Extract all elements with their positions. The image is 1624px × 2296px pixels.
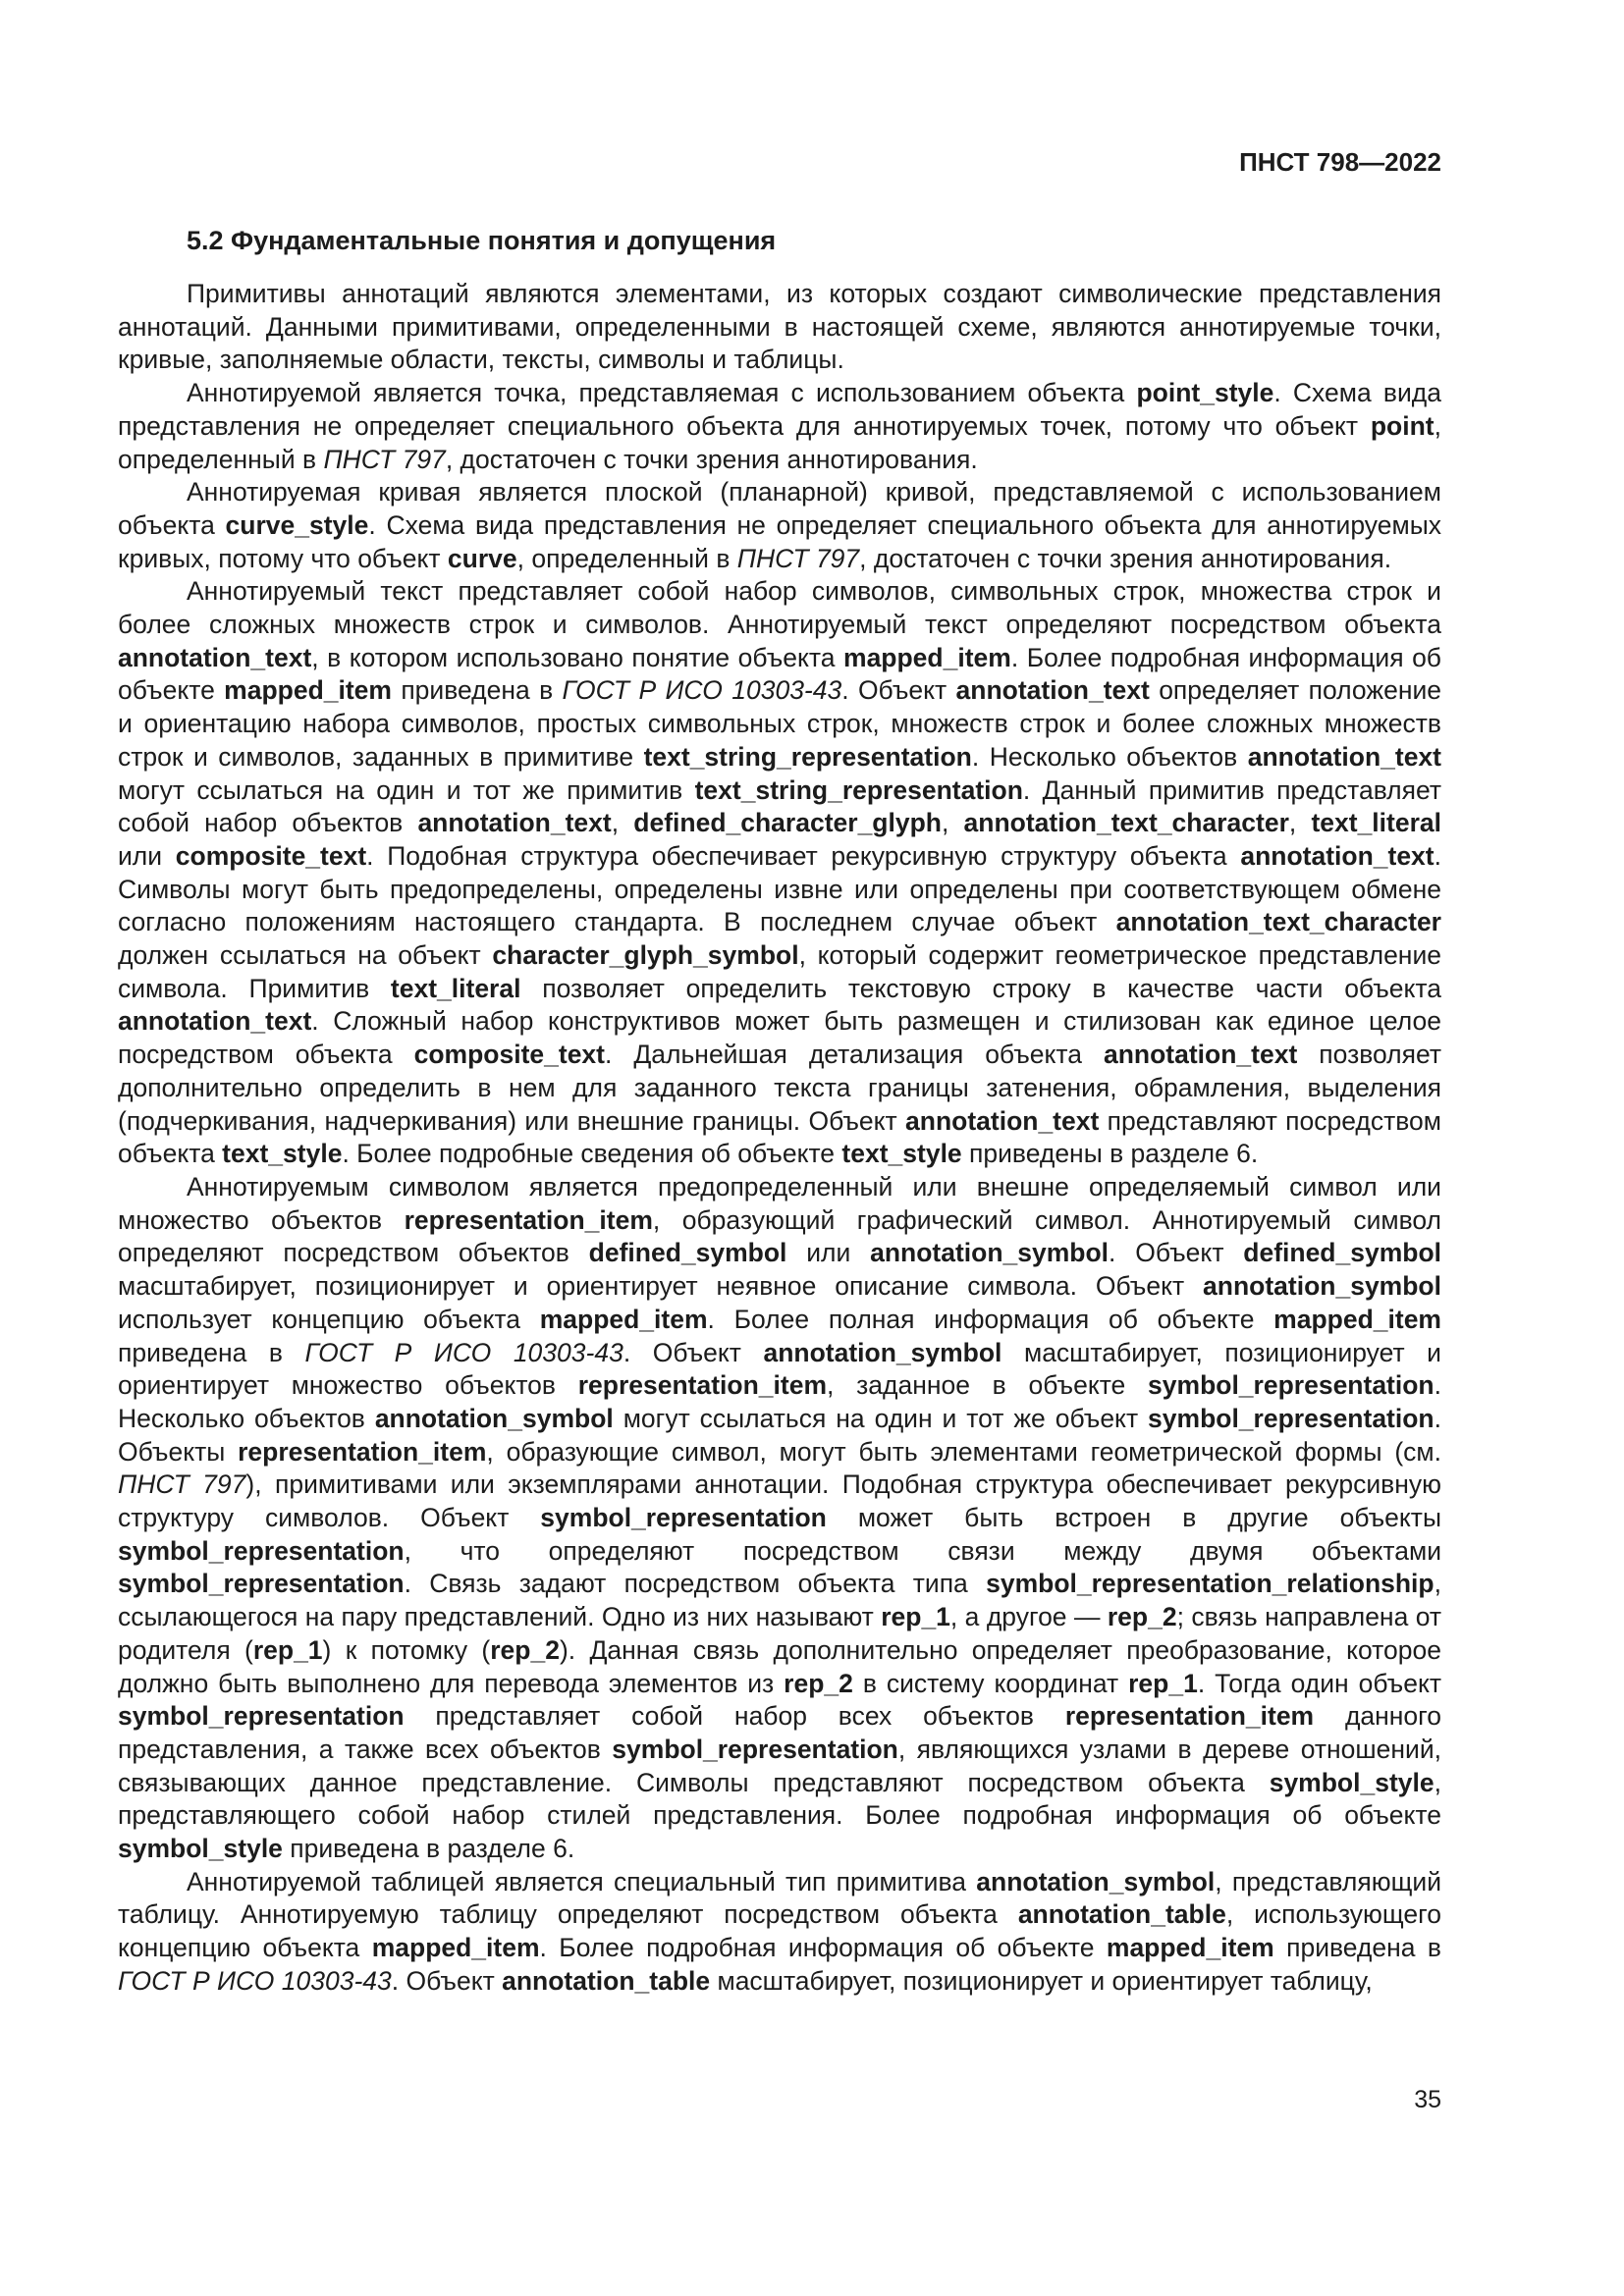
text-run: приведена в xyxy=(118,1337,305,1367)
entity-name: rep_1 xyxy=(1128,1668,1198,1698)
entity-name: text_literal xyxy=(1311,808,1442,838)
entity-name: symbol_style xyxy=(118,1834,283,1864)
text-run: приведена в xyxy=(1273,1933,1441,1963)
entity-name: symbol_representation xyxy=(540,1503,827,1533)
entity-name: text_literal xyxy=(390,973,521,1003)
text-run: . Подобная структура обеспечивает рекурсивную структуру объекта xyxy=(366,840,1241,871)
text-run: , xyxy=(611,808,634,838)
entity-name: symbol_representation_relationship xyxy=(986,1569,1435,1599)
entity-name: representation_item xyxy=(1064,1701,1315,1732)
paragraph xyxy=(118,377,1441,476)
standard-reference: ГОСТ Р ИСО 10303-43 xyxy=(118,1965,392,1996)
paragraph xyxy=(118,278,1441,377)
text-run: . Дальнейшая детализация объекта xyxy=(605,1040,1104,1070)
entity-name: annotation_text xyxy=(1104,1040,1298,1070)
text-run: могут ссылаться на один и тот же примитив xyxy=(118,774,695,805)
text-run: представляет собой набор всех объектов xyxy=(404,1701,1065,1732)
entity-name: point xyxy=(1370,410,1435,441)
paragraph xyxy=(118,575,1441,1171)
text-run: , определенный в xyxy=(516,543,737,573)
entity-name: annotation_text_character xyxy=(1115,907,1441,937)
entity-name: curve_style xyxy=(225,509,369,540)
text-run: ; связь направлена от родителя ( xyxy=(118,1602,1442,1665)
text-run: ), примитивами или экземплярами аннотации. Подобная структура обеспечивает рекурсивную структуру символов. Объект xyxy=(118,1469,1441,1533)
text-run: . Сложный набор конструктивов может быть размещен и стилизован как единое целое посредством объекта xyxy=(118,1006,1441,1070)
text-run: . Объект xyxy=(623,1337,764,1367)
entity-name: annotation_symbol xyxy=(870,1238,1110,1268)
entity-name: symbol_style xyxy=(1269,1767,1435,1797)
page-content xyxy=(118,226,1441,1999)
text-run: должен ссылаться на объект xyxy=(118,940,493,971)
text-run: , представляющий таблицу. Аннотируемую таблицу определяют посредством объекта xyxy=(118,1866,1441,1930)
text-run: представляют посредством объекта xyxy=(118,1105,1441,1169)
entity-name: annotation_text xyxy=(417,808,612,838)
entity-name: symbol_representation xyxy=(1148,1403,1435,1433)
entity-name: text_string_representation xyxy=(643,741,972,772)
entity-name: annotation_text xyxy=(955,675,1150,706)
text-run: , достаточен с точки зрения аннотирования. xyxy=(859,543,1392,573)
entity-name: mapped_item xyxy=(843,642,1011,672)
entity-name: rep_2 xyxy=(490,1634,560,1665)
entity-name: symbol_representation xyxy=(118,1569,405,1599)
standard-reference: ПНСТ 797 xyxy=(118,1469,246,1500)
text-run: , являющихся узлами в дереве отношений, связывающих данное представление. Символы представляют посредством объекта xyxy=(118,1734,1441,1797)
entity-name: point_style xyxy=(1136,378,1274,408)
text-run: . Объект xyxy=(391,1965,503,1996)
entity-name: annotation_text xyxy=(1247,741,1441,772)
entity-name: annotation_text_character xyxy=(963,808,1289,838)
entity-name: annotation_table xyxy=(502,1965,711,1996)
text-run: . Объект xyxy=(1109,1238,1244,1268)
paragraph xyxy=(118,1866,1441,1999)
entity-name: annotation_symbol xyxy=(374,1403,614,1433)
text-run: использует концепцию объекта xyxy=(118,1304,540,1334)
entity-name: defined_symbol xyxy=(1243,1238,1442,1268)
entity-name: representation_item xyxy=(577,1370,828,1401)
text-run: приведена в xyxy=(391,675,563,706)
text-run: , образующий графический символ. Аннотируемый символ определяют посредством объектов xyxy=(118,1204,1441,1268)
standard-reference: ГОСТ Р ИСО 10303-43 xyxy=(304,1337,623,1367)
text-run: , использующего концепцию объекта xyxy=(118,1899,1441,1963)
document-id: ПНСТ 798—2022 xyxy=(1239,147,1441,177)
text-run: . Несколько объектов xyxy=(118,1370,1441,1433)
text-run: , образующие символ, могут быть элементами геометрической формы (см. xyxy=(486,1436,1441,1467)
text-run: . Более подробная информация об объекте xyxy=(118,642,1441,706)
entity-name: rep_2 xyxy=(1107,1602,1177,1632)
text-run: или xyxy=(118,840,176,871)
text-run: . Символы могут быть предопределены, определены извне или определены при соответствующем обмене согласно положениям настоящего стандарта. В последнем случае объект xyxy=(118,840,1441,937)
entity-name: annotation_text xyxy=(905,1105,1100,1136)
text-run: , который содержит геометрическое представление символа. Примитив xyxy=(118,940,1441,1003)
text-run: ). Данная связь дополнительно определяет преобразование, которое должно быть выполнено для перевода элементов из xyxy=(118,1634,1441,1698)
text-run: Примитивы аннотаций являются элементами, из которых создают символические представления аннотаций. Данными примитивами, определенными в настоящей схеме, являются аннотируемые точки, кривые, заполняемые области, тексты, символы и таблицы. xyxy=(118,279,1441,375)
entity-name: composite_text xyxy=(175,840,367,871)
text-run: , xyxy=(941,808,964,838)
text-run: данного представления, а также всех объектов xyxy=(118,1701,1441,1764)
entity-name: symbol_representation xyxy=(118,1535,405,1566)
entity-name: representation_item xyxy=(238,1436,487,1467)
paragraph xyxy=(118,476,1441,575)
entity-name: rep_1 xyxy=(252,1634,323,1665)
text-run: , представляющего собой набор стилей представления. Более подробная информация об объекте xyxy=(118,1767,1441,1831)
text-run: . Более полная информация об объекте xyxy=(707,1304,1274,1334)
text-run: , в котором использовано понятие объекта xyxy=(311,642,843,672)
text-run: , достаточен с точки зрения аннотирования. xyxy=(445,444,978,474)
text-run: . Более подробные сведения об объекте xyxy=(342,1139,842,1169)
entity-name: annotation_text xyxy=(118,642,312,672)
text-run: , заданное в объекте xyxy=(827,1370,1149,1401)
body-text xyxy=(118,278,1441,1999)
text-run: . Связь задают посредством объекта типа xyxy=(404,1569,987,1599)
entity-name: mapped_item xyxy=(371,1933,540,1963)
text-run: , определенный в xyxy=(118,410,1441,474)
paragraph xyxy=(118,1171,1441,1866)
entity-name: composite_text xyxy=(413,1040,605,1070)
text-run: приведены в разделе 6. xyxy=(961,1139,1259,1169)
entity-name: mapped_item xyxy=(1273,1304,1441,1334)
entity-name: rep_2 xyxy=(784,1668,853,1698)
text-run: масштабирует, позиционирует и ориентирует множество объектов xyxy=(118,1337,1441,1401)
standard-reference: ГОСТ Р ИСО 10303-43 xyxy=(562,675,842,706)
entity-name: symbol_representation xyxy=(612,1734,898,1764)
text-run: Аннотируемая кривая является плоской (планарной) кривой, представляемой с использованием объекта xyxy=(118,477,1441,540)
text-run: , xyxy=(1288,808,1312,838)
text-run: позволяет дополнительно определить в нем для заданного текста границы затенения, обрамления, выделения (подчеркивания, надчеркивания) или внешние границы. Объект xyxy=(118,1040,1441,1136)
entity-name: annotation_text xyxy=(1240,840,1435,871)
entity-name: curve xyxy=(447,543,517,573)
text-run: , ссылающегося на пару представлений. Одно из них называют xyxy=(118,1569,1441,1632)
entity-name: mapped_item xyxy=(539,1304,708,1334)
entity-name: symbol_representation xyxy=(118,1701,405,1732)
text-run: Аннотируемым символом является предопределенный или внешне определяемый символ или множество объектов xyxy=(118,1171,1441,1235)
entity-name: symbol_representation xyxy=(1148,1370,1435,1401)
entity-name: character_glyph_symbol xyxy=(492,940,799,971)
entity-name: annotation_text xyxy=(118,1006,312,1037)
text-run: приведена в разделе 6. xyxy=(282,1834,575,1864)
standard-reference: ПНСТ 797 xyxy=(323,444,446,474)
entity-name: defined_character_glyph xyxy=(633,808,942,838)
text-run: , а другое — xyxy=(949,1602,1108,1632)
text-run: могут ссылаться на один и тот же объект xyxy=(613,1403,1149,1433)
text-run: Аннотируемый текст представляет собой набор символов, символьных строк, множества строк и более сложных множеств строк и символов. Аннотируемый текст определяют посредством объекта xyxy=(118,576,1441,640)
entity-name: annotation_symbol xyxy=(1203,1271,1441,1302)
section-title: 5.2 Фундаментальные понятия и допущения xyxy=(187,226,777,255)
text-run: Аннотируемой таблицей является специальный тип примитива xyxy=(187,1866,977,1896)
entity-name: mapped_item xyxy=(1106,1933,1274,1963)
text-run: . Несколько объектов xyxy=(971,741,1248,772)
text-run: Аннотируемой является точка, представляемая с использованием объекта xyxy=(187,378,1137,408)
text-run: масштабирует, позиционирует и ориентирует таблицу, xyxy=(710,1965,1373,1996)
entity-name: annotation_symbol xyxy=(763,1337,1002,1367)
page-number: 35 xyxy=(1414,2086,1441,2113)
text-run: позволяет определить текстовую строку в качестве части объекта xyxy=(520,973,1442,1003)
entity-name: text_style xyxy=(841,1139,962,1169)
entity-name: mapped_item xyxy=(224,675,392,706)
text-run: в систему координат xyxy=(852,1668,1129,1698)
entity-name: rep_1 xyxy=(881,1602,950,1632)
text-run: определяет положение и ориентацию набора символов, простых символьных строк, множеств строк и более сложных множеств строк и символов, заданных в примитиве xyxy=(118,675,1441,772)
entity-name: annotation_table xyxy=(1017,1899,1226,1930)
text-run: . Тогда один объект xyxy=(1197,1668,1441,1698)
text-run: может быть встроен в другие объекты xyxy=(826,1503,1441,1533)
text-run: или xyxy=(786,1238,871,1268)
text-run: . Более подробная информация об объекте xyxy=(539,1933,1107,1963)
text-run: . Объекты xyxy=(118,1403,1441,1467)
entity-name: text_string_representation xyxy=(694,774,1023,805)
text-run: . Данный примитив представляет собой набор объектов xyxy=(118,774,1441,838)
text-run: . Объект xyxy=(841,675,956,706)
entity-name: annotation_symbol xyxy=(976,1866,1216,1896)
text-run: . Схема вида представления не определяет специального объекта для аннотируемых кривых, потому что объект xyxy=(118,509,1441,573)
text-run: , что определяют посредством связи между двумя объектами xyxy=(404,1535,1441,1566)
standard-reference: ПНСТ 797 xyxy=(736,543,860,573)
text-run: масштабирует, позиционирует и ориентирует неявное описание символа. Объект xyxy=(118,1271,1204,1302)
entity-name: defined_symbol xyxy=(588,1238,787,1268)
entity-name: representation_item xyxy=(404,1204,653,1235)
entity-name: text_style xyxy=(222,1139,343,1169)
text-run: . Схема вида представления не определяет специального объекта для аннотируемых точек, потому что объект xyxy=(118,378,1441,441)
text-run: ) к потомку ( xyxy=(322,1634,491,1665)
